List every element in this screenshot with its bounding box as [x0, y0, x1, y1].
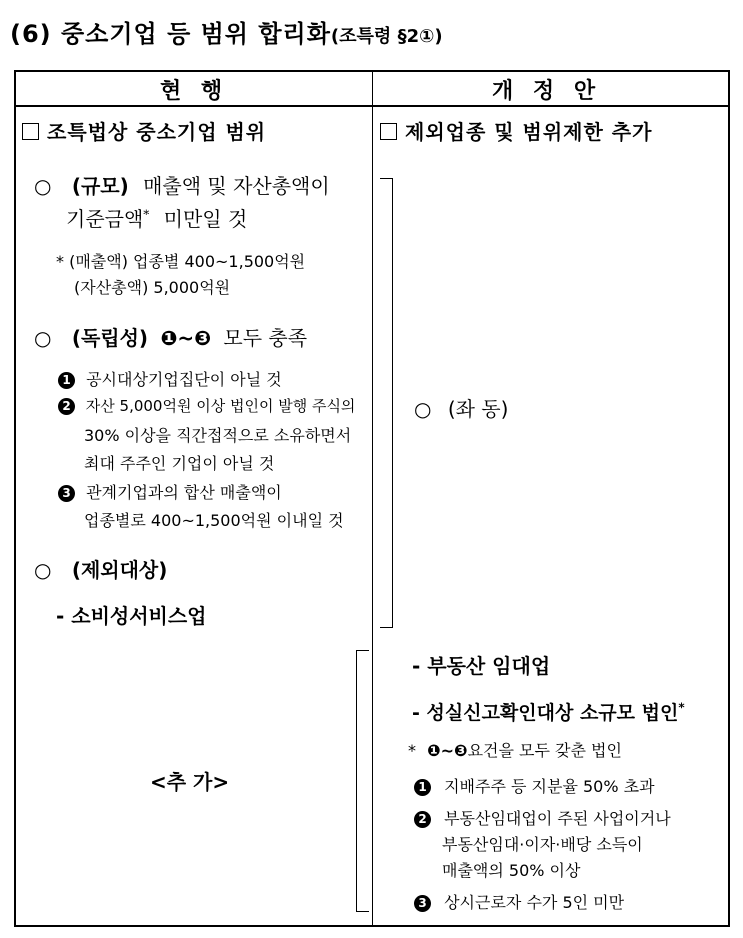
- note-line1: * (매출액) 업종별 400~1,500억원: [56, 252, 306, 271]
- rev-item-text: 지배주주 등 지분율 50% 초과: [444, 777, 655, 796]
- number-2-icon: 2: [58, 398, 75, 415]
- same-line: [414, 393, 508, 422]
- same-text: (좌 동): [447, 397, 509, 421]
- star-mark: *: [408, 741, 416, 760]
- cond-line: [408, 738, 622, 761]
- scale-label: (규모): [71, 174, 129, 198]
- add-item-2-text: - 성실신고확인대상 소규모 법인: [412, 702, 679, 724]
- indep-item-text: 관계기업과의 합산 매출액이: [86, 483, 282, 502]
- scale-line2: [66, 203, 247, 232]
- scale-line1: [34, 170, 330, 199]
- header-divider: [14, 105, 730, 107]
- number-3-icon: 3: [414, 895, 431, 912]
- column-divider: [372, 70, 373, 927]
- rev-item-2: [414, 806, 671, 829]
- indep-text: 모두 충족: [223, 326, 308, 350]
- cond-range: ❶~❸: [427, 741, 468, 760]
- current-heading-text: 조특법상 중소기업 범위: [47, 120, 267, 144]
- indep-item-2: [58, 395, 355, 416]
- star-mark: *: [678, 700, 685, 715]
- indep-item-2-cont: 30% 이상을 직간접적으로 소유하면서: [84, 426, 352, 445]
- header-current: 현 행: [160, 79, 229, 104]
- indep-item-3-cont: 업종별로 400~1,500억원 이내일 것: [84, 511, 344, 530]
- scale-text3: 미만일 것: [163, 207, 248, 231]
- current-heading: [22, 116, 266, 145]
- cond-text: 요건을 모두 갖춘 법인: [467, 741, 622, 760]
- checkbox-icon: [380, 123, 397, 140]
- circle-bullet-icon: ○: [414, 397, 432, 421]
- section-title-main: (6) 중소기업 등 범위 합리화: [10, 20, 331, 48]
- rev-item-text: 부동산임대업이 주된 사업이거나: [444, 809, 671, 828]
- number-2-icon: 2: [414, 811, 431, 828]
- indep-item-3: [58, 480, 282, 503]
- section-title-sub: (조특령 §2①): [330, 26, 443, 47]
- rev-item-2-cont: 부동산임대·이자·배당 소득이: [442, 835, 643, 854]
- bracket-left: [356, 650, 369, 912]
- revised-heading: [380, 116, 652, 145]
- number-1-icon: 1: [414, 779, 431, 796]
- excl-item: - 소비성서비스업: [56, 604, 207, 628]
- rev-item-1: [414, 774, 655, 797]
- indep-item-1: [58, 367, 282, 390]
- note-line2: (자산총액) 5,000억원: [74, 278, 231, 297]
- scale-text2: 기준금액: [66, 207, 144, 231]
- add-item-2: [412, 698, 685, 725]
- indep-range: ❶~❸: [160, 326, 212, 350]
- circle-bullet-icon: ○: [34, 174, 52, 198]
- indep-item-text: 자산 5,000억원 이상 법인이 발행 주식의: [85, 397, 356, 415]
- section-title: [10, 14, 443, 49]
- number-3-icon: 3: [58, 485, 75, 502]
- excl-label: (제외대상): [71, 558, 168, 582]
- added-label: <추 가>: [150, 770, 230, 794]
- indep-line: [34, 322, 307, 351]
- indep-label: (독립성): [71, 326, 149, 350]
- rev-item-3: [414, 890, 624, 913]
- add-item-1: - 부동산 임대업: [412, 654, 551, 678]
- bracket-right: [380, 178, 393, 628]
- star-mark: *: [143, 207, 150, 222]
- revised-heading-text: 제외업종 및 범위제한 추가: [405, 120, 653, 144]
- rev-item-2-cont2: 매출액의 50% 이상: [442, 861, 581, 880]
- number-1-icon: 1: [58, 372, 75, 389]
- header-revised: 개 정 안: [492, 79, 602, 104]
- circle-bullet-icon: ○: [34, 558, 52, 582]
- circle-bullet-icon: ○: [34, 326, 52, 350]
- scale-text1: 매출액 및 자산총액이: [143, 174, 330, 198]
- indep-item-text: 공시대상기업집단이 아닐 것: [86, 370, 282, 389]
- excl-line: [34, 554, 167, 583]
- rev-item-text: 상시근로자 수가 5인 미만: [444, 893, 625, 912]
- checkbox-icon: [22, 123, 39, 140]
- indep-item-2-cont2: 최대 주주인 기업이 아닐 것: [84, 454, 275, 473]
